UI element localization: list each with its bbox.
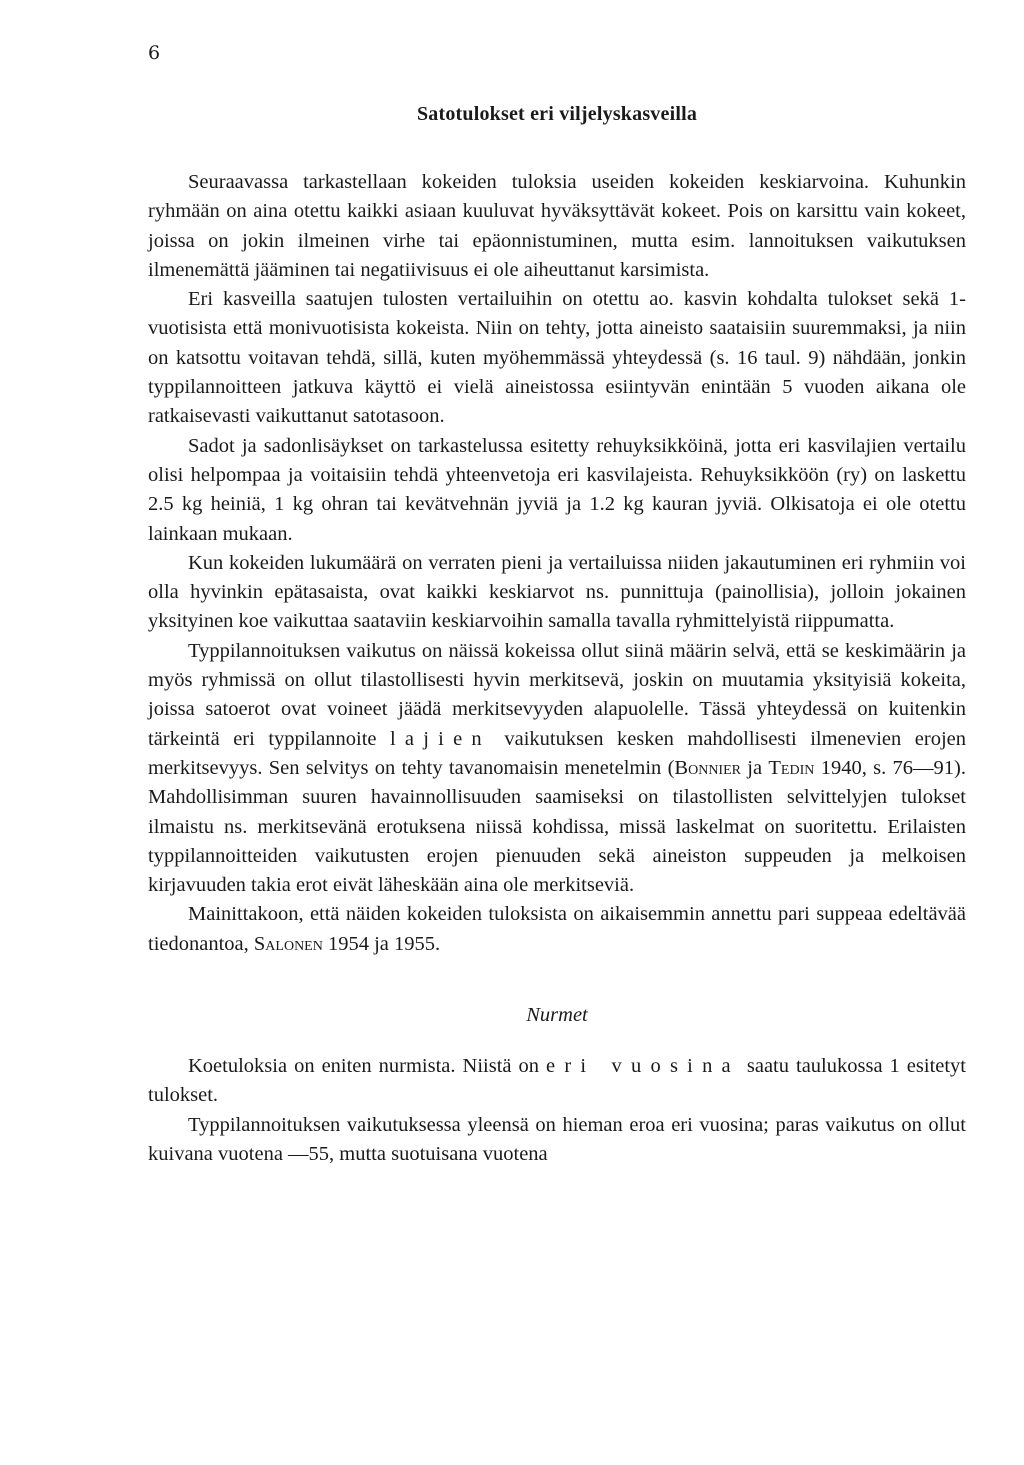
spaced-emphasis-lajien: lajien: [390, 727, 491, 750]
page-content: [148, 100, 966, 1169]
paragraph-5-text-a: Typpilannoituksen vaikutus on näissä kokeissa ollut siinä määrin selvä, että se keskimäärin ja myös ryhmissä on ollut tilastollisesti hyvin merkitsevä, joskin on muutamia yksityisiä kokeita, joissa satoerot ovat voineet jäädä merkitsevyyden alapuolelle. Tässä yhteydessä on kuitenkin tärkeintä eri typpilannoite: [148, 639, 966, 750]
subsection-heading: Nurmet: [526, 1004, 588, 1027]
paragraph-7-text-a: Koetuloksia on eniten nurmista. Niistä on: [188, 1055, 546, 1078]
author-tedin: Tedin: [768, 756, 815, 779]
paragraph-5-text-b: vaikutuksen kesken mahdollisesti ilmenevien erojen merkitsevyys. Sen selvitys on tehty tavanomaisin menetelmin (: [148, 727, 966, 779]
paragraph-8: Typpilannoituksen vaikutuksessa yleensä on hieman eroa eri vuosina; paras vaikutus on ollut kuivana vuotena —55, mutta suotuisana vuotena: [148, 1113, 966, 1165]
paragraph-5: [148, 637, 966, 901]
paragraph-2: Eri kasveilla saatujen tulosten vertailuihin on otettu ao. kasvin kohdalta tulokset sekä 1-vuotisista että monivuotisista kokeista. Niin on tehty, jotta aineisto saataisiin suuremmaksi, ja niin on katsottu voitavan tehdä, sillä, kuten myöhemmässä yhteydessä (s. 16 taul. 9) nähdään, jonkin typpilannoitteen jatkuva käyttö ei vielä aineistossa esiintyvän enintään 5 vuoden aikana ole ratkaisevasti vaikuttanut satotasoon.: [148, 288, 966, 428]
paragraph-6: [148, 900, 966, 959]
paragraph-5-text-d: 1940, s. 76—91). Mahdollisimman suuren havainnollisuuden saamiseksi on tilastollisten selvittelyjen tulokset ilmaistu ns. merkitsevänä erotuksena niissä kohdissa, missä laskelmat on suoritettu. Erilaisten typpilannoitteiden vaikutusten erojen pienuuden sekä aineiston suppeuden ja melkoisen kirjavuuden takia erot eivät läheskään aina ole merkitseviä.: [148, 756, 966, 897]
paragraph-7: [148, 1052, 966, 1111]
paragraph-1: Seuraavassa tarkastellaan kokeiden tuloksia useiden kokeiden keskiarvoina. Kuhunkin ryhmään on aina otettu kaikki asiaan kuuluvat hyväksyttävät kokeet. Pois on karsittu vain kokeet, joissa on jokin ilmeinen virhe tai epäonnistuminen, mutta esim. lannoituksen vaikutuksen ilmenemättä jääminen tai negatiivisuus ei ole aiheuttanut karsimista.: [148, 171, 966, 281]
paragraph-6-text-b: 1954 ja 1955.: [322, 932, 441, 955]
paragraph-7-text-b: saatu taulukossa 1 esitetyt tulokset.: [148, 1055, 966, 1107]
paragraph-6-text-a: Mainittakoon, että näiden kokeiden tuloksista on aikaisemmin annettu pari suppeaa edeltävää tiedonantoa,: [148, 903, 966, 955]
author-bonnier: Bonnier: [674, 756, 741, 779]
author-salonen: Salonen: [253, 932, 323, 955]
section-heading: Satotulokset eri viljelyskasveilla: [416, 103, 698, 125]
spaced-emphasis-eri-vuosina: eri vuosina: [546, 1055, 740, 1078]
paragraph-5-text-c: ja: [740, 756, 769, 779]
paragraph-3: Sadot ja sadonlisäykset on tarkastelussa esitetty rehuyksikköinä, jotta eri kasvilajien vertailu olisi helpompaa ja voitaisiin tehdä yhteenvetoja eri kasvilajeista. Rehuyksikköön (ry) on laskettu 2.5 kg heiniä, 1 kg ohran tai kevätvehnän jyviä ja 1.2 kg kauran jyviä. Olkisatoja ei ole otettu lainkaan mukaan.: [148, 434, 966, 545]
page-number: 6: [148, 42, 161, 64]
paragraph-4: Kun kokeiden lukumäärä on verraten pieni ja vertailuissa niiden jakautuminen eri ryhmiin voi olla hyvinkin epätasaista, ovat kaikki keskiarvot ns. punnittuja (painollisia), jolloin jokainen yksityinen koe vaikuttaa saataviin keskiarvoihin samalla tavalla ryhmittelyistä riippumatta.: [148, 551, 966, 633]
